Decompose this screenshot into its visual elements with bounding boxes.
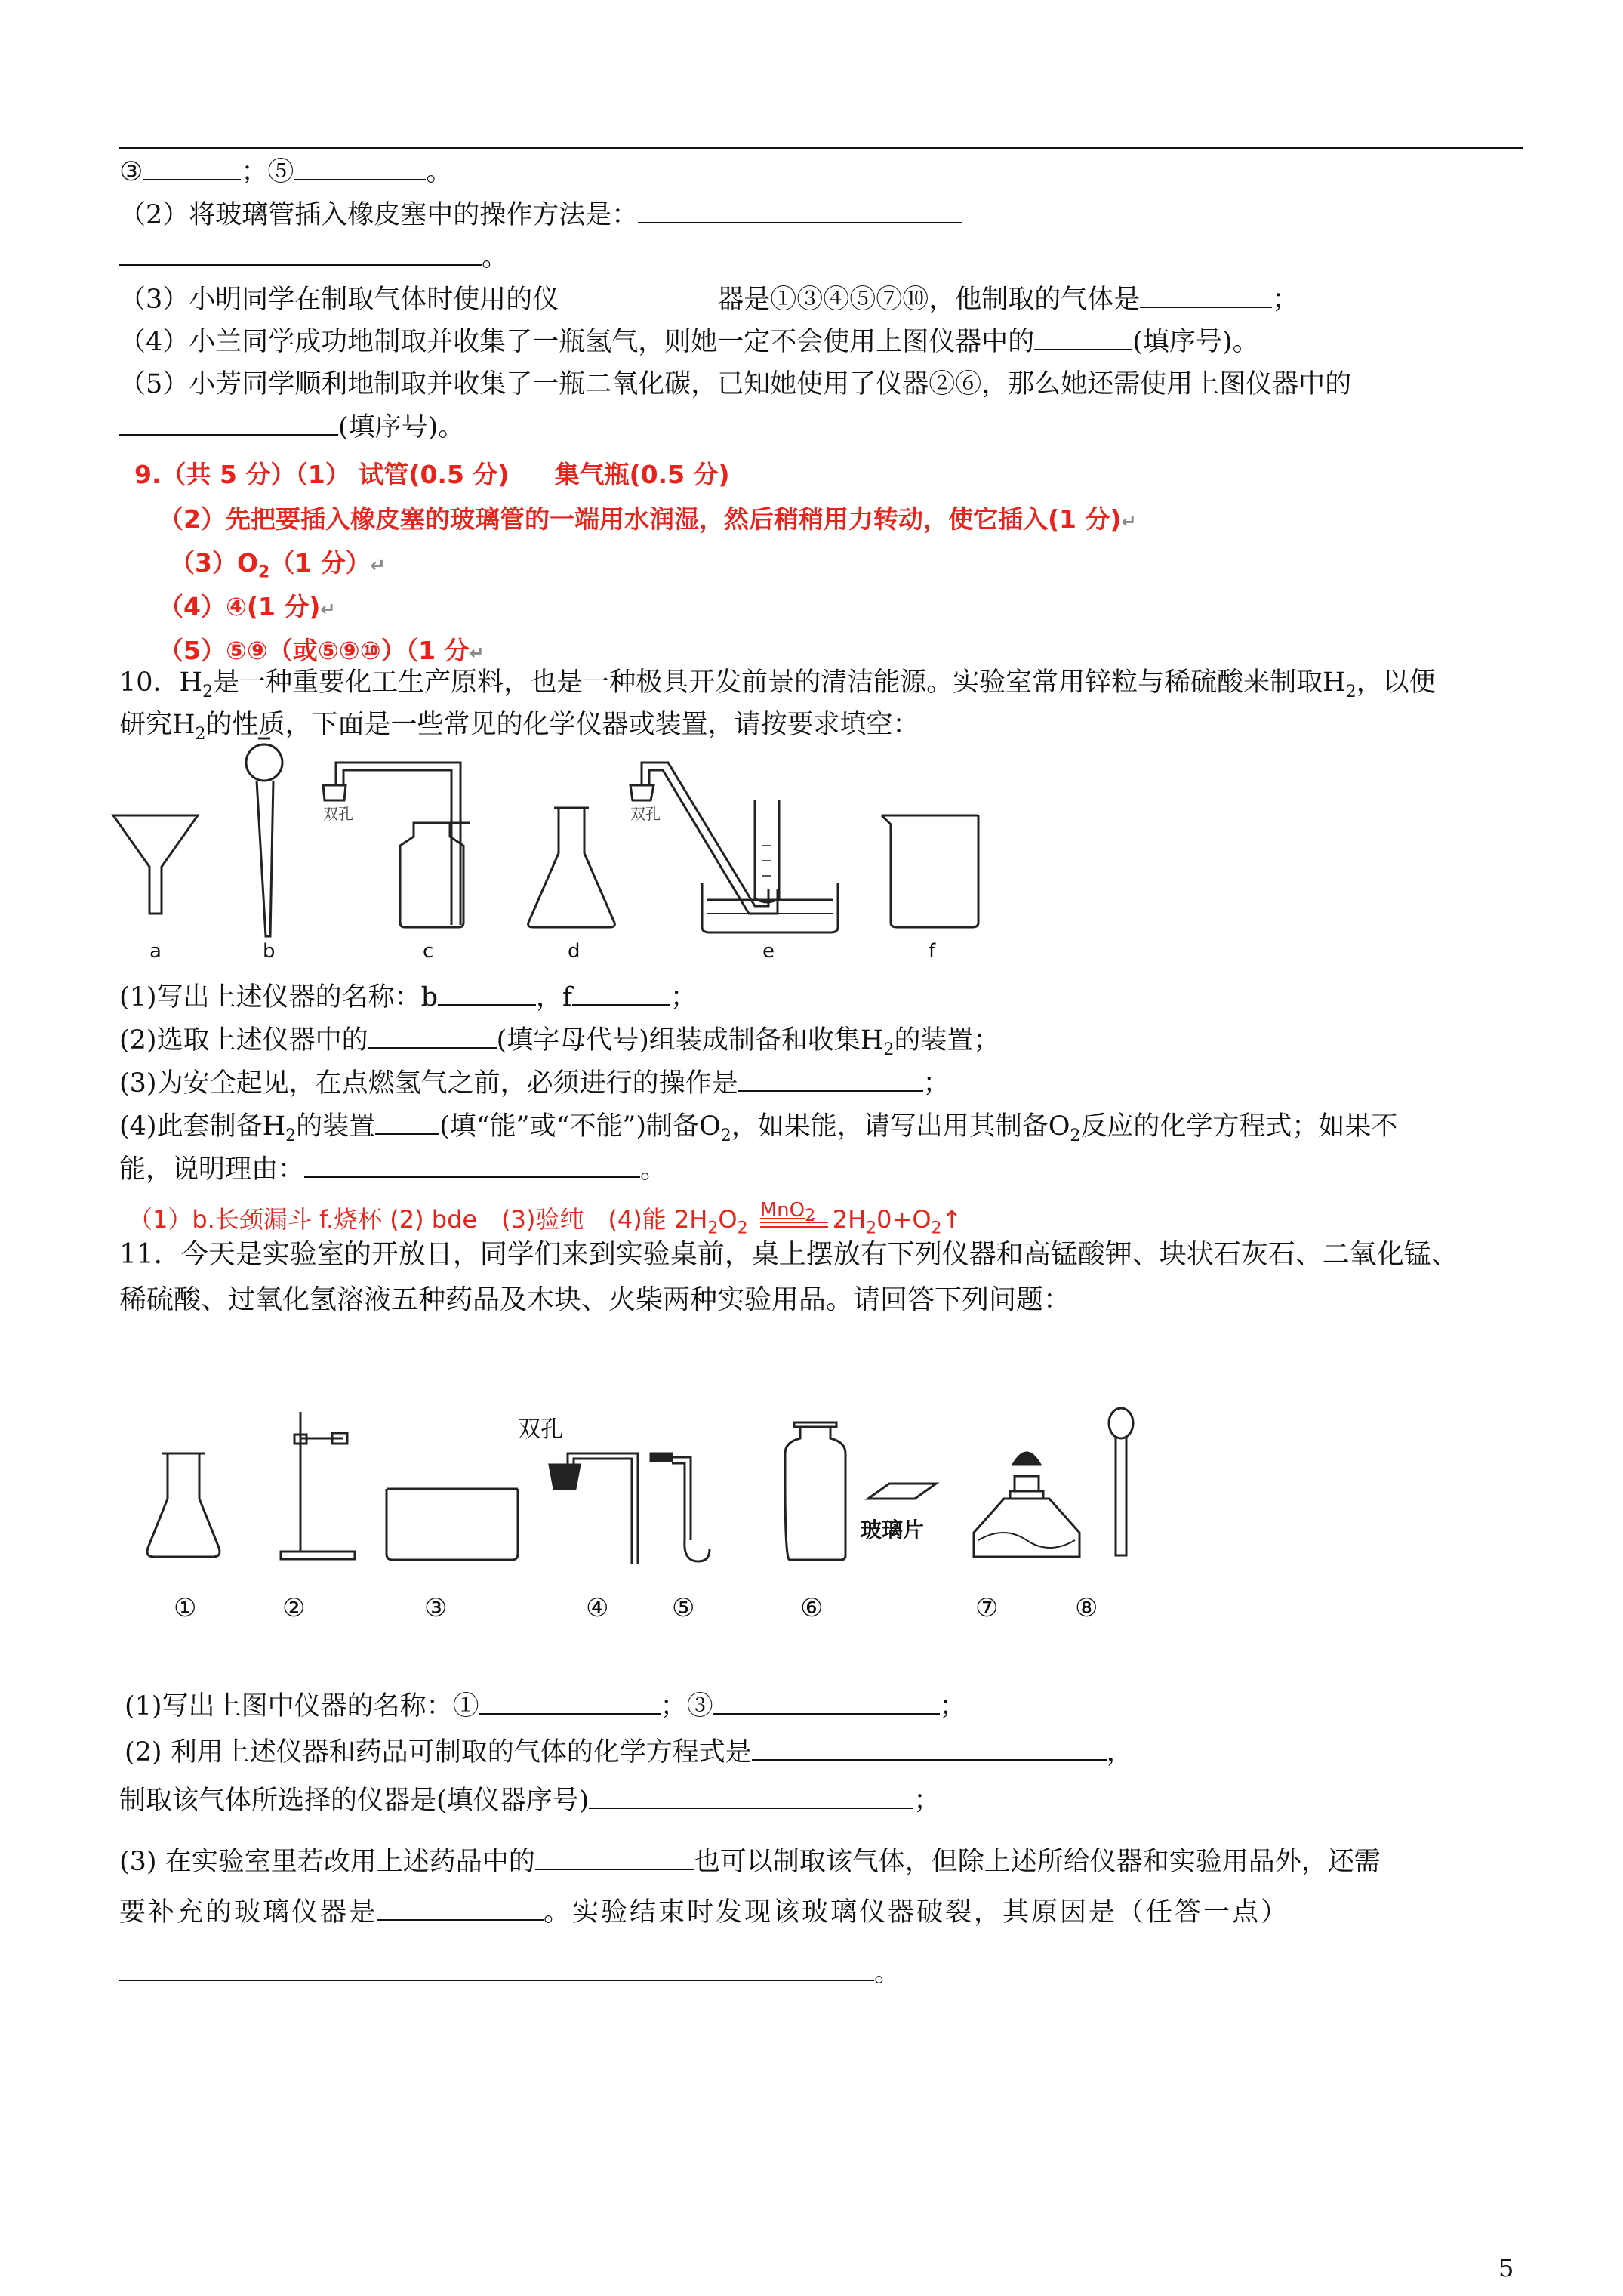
tag-double-hole-e: 双孔: [630, 805, 661, 823]
iron-stand-2: [281, 1412, 355, 1559]
q10-q3: (3)为安全起见，在点燃氢气之前，必须进行的操作是 ；: [119, 1066, 950, 1100]
q11-q2-cont: 制取该气体所选择的仪器是(填仪器序号) ；: [119, 1783, 940, 1817]
q11-fig-label-8: ⑧: [1075, 1593, 1098, 1623]
fig-label-f: f: [929, 940, 936, 963]
answer9-line3: $(3)O_2(1$ 分）↵: [170, 548, 386, 582]
q10-q4: (4)此套制备$H_2$的装置 (填“能”或“不能”)制备$O_2$，如果能，请写出用其制备$O_2$反应的化学方程式；如果不: [119, 1109, 1397, 1153]
fig-label-a: a: [149, 940, 162, 963]
q9-part2: （2）将玻璃管插入橡皮塞中的操作方法是：: [119, 198, 962, 232]
gas-bottle-6: [785, 1422, 845, 1560]
q9-part5-cont: (填序号)。: [119, 410, 464, 444]
alcohol-lamp-7: [974, 1453, 1079, 1557]
q11-fig-label-5: ⑤: [672, 1593, 695, 1623]
q9-part5: （5）小芳同学顺利地制取并收集了一瓶二氧化碳，已知她使用了仪器②⑥，那么她还需使用上图仪器中的: [119, 369, 1352, 399]
q10-q1: (1)写出上述仪器的名称：b ，f ；: [119, 980, 697, 1014]
answer9-line5: （5）⑤⑨（或⑤⑨⑩）（1 分↵: [159, 636, 485, 665]
fig-label-e: e: [762, 940, 775, 963]
q11-fig-label-6: ⑥: [800, 1593, 824, 1623]
fig-label-d: d: [568, 940, 581, 963]
q9-line-blanks: ③ ；⑤ 。: [119, 155, 452, 189]
q11-q3-cont2: 。: [119, 1955, 901, 1989]
stopper-tube-4: [550, 1453, 638, 1564]
q11-fig-label-3: ③: [424, 1593, 448, 1623]
q11-fig-label-2: ②: [282, 1593, 306, 1623]
q9-part4: （4）小兰同学成功地制取并收集了一瓶氢气，则她一定不会使用上图仪器中的 (填序号)。: [119, 325, 1259, 359]
answer9-line2: （2）先把要插入橡皮塞的玻璃管的一端用水润湿，然后稍稍用力转动，使它插入(1 分)↵: [159, 504, 1137, 534]
q11-fig-label-4: ④: [586, 1593, 609, 1623]
conical-flask-1: [147, 1453, 220, 1557]
glass-slide: [868, 1484, 936, 1499]
q11-q2: (2) 利用上述仪器和药品可制取的气体的化学方程式是 ，: [125, 1735, 1133, 1769]
q11-q3: (3) 在实验室里若改用上述药品中的 也可以制取该气体，但除上述所给仪器和实验用品外，还需: [119, 1845, 1381, 1878]
fig-label-c: c: [423, 940, 434, 963]
q11-q1: (1)写出上图中仪器的名称：① ；③ ；: [125, 1689, 966, 1723]
q9-part2-cont: 。: [119, 240, 508, 274]
water-trough-3: [387, 1489, 518, 1560]
answer10: （1）b.长颈漏斗 f.烧杯 (2) bde (3)验纯 (4)能 $2H_2O_2$ MnO$_2$ $2H_20+O_2↑$: [128, 1199, 962, 1238]
q10-intro-2: 研究$H_2$的性质，下面是一些常见的化学仪器或装置，请按要求填空：: [119, 710, 919, 744]
q10-q2: (2)选取上述仪器中的 (填字母代号)组装成制备和收集$H_2$的装置；: [119, 1023, 999, 1067]
q10-intro-1: 10．$H_2$是一种重要化工生产原料，也是一种极具开发前景的清洁能源。实验室常用锌粒与稀硫酸来制取$H_2$，以便: [119, 667, 1436, 701]
q11-fig-label-1: ①: [174, 1593, 197, 1623]
fig-label-b: b: [263, 940, 276, 963]
dropper-8: [1109, 1408, 1133, 1555]
page-number: 5: [1498, 2254, 1514, 2282]
tag-double-hole-c: 双孔: [323, 805, 353, 823]
answer9-line1: 9.（共 5 分）（1） 试管(0.5 分) 集气瓶(0.5 分): [134, 460, 730, 489]
q11-q3-cont: 要补充的玻璃仪器是 。实验结束时发现该玻璃仪器破裂，其原因是（任答一点）: [119, 1895, 1289, 1929]
q10-q4-cont: 能，说明理由： 。: [119, 1152, 667, 1186]
tag-double-hole-11: 双孔: [518, 1416, 563, 1443]
bent-tube-5: [651, 1453, 710, 1561]
q9-part3: （3）小明同学在制取气体时使用的仪 器是①③④⑤⑦⑩，他制取的气体是 ；: [119, 282, 1298, 316]
q11-intro-2: 稀硫酸、过氧化氢溶液五种药品及木块、火柴两种实验用品。请回答下列问题：: [119, 1284, 1071, 1315]
q11-intro-1: 11．今天是实验室的开放日，同学们来到实验桌前，桌上摆放有下列仪器和高锰酸钾、块状石灰石、二氧化锰、: [119, 1239, 1458, 1270]
q11-fig-label-7: ⑦: [975, 1593, 999, 1623]
answer9-line4: （4）④(1 分)↵: [159, 592, 336, 621]
tag-glass-slide: 玻璃片: [861, 1518, 925, 1542]
